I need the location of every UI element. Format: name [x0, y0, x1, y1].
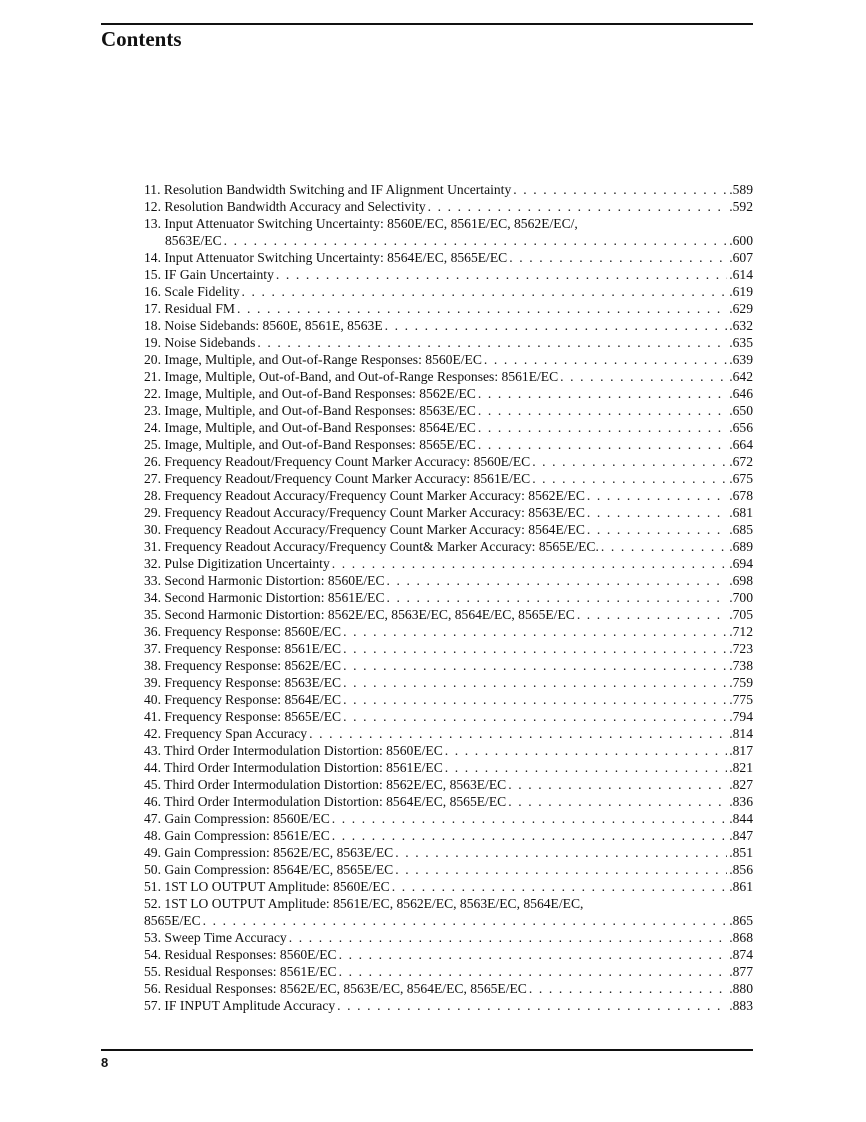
toc-entry-title: 38. Frequency Response: 8562E/EC — [144, 658, 342, 673]
toc-entry-title: 36. Frequency Response: 8560E/EC — [144, 624, 342, 639]
toc-entry-title: 44. Third Order Intermodulation Distortion: 8561E/EC — [144, 760, 443, 775]
toc-entry[interactable] — [144, 385, 753, 402]
toc-entry-title: 22. Image, Multiple, and Out-of-Band Responses: 8562E/EC — [144, 386, 476, 401]
toc-entry[interactable] — [144, 861, 753, 878]
toc-entry[interactable] — [144, 521, 753, 538]
toc-entry[interactable] — [144, 419, 753, 436]
toc-entry-title: 56. Residual Responses: 8562E/EC, 8563E/EC, 8564E/EC, 8565E/EC — [144, 981, 527, 996]
toc-entry[interactable] — [144, 436, 753, 453]
toc-entry-page: .836 — [729, 794, 753, 809]
toc-entry[interactable] — [144, 708, 753, 725]
dot-leader — [289, 929, 727, 946]
toc-entry-page: .635 — [729, 335, 753, 350]
dot-leader — [224, 232, 728, 249]
dot-leader — [242, 283, 728, 300]
toc-entry-title: 8563E/EC — [165, 233, 222, 248]
dot-leader — [203, 912, 728, 929]
toc-entry-title: 31. Frequency Readout Accuracy/Frequency Count& Marker Accuracy: 8565E/EC. — [144, 539, 599, 554]
dot-leader — [343, 691, 727, 708]
toc-entry-page: .847 — [729, 828, 753, 843]
toc-entry-title: 14. Input Attenuator Switching Uncertainty: 8564E/EC, 8565E/EC — [144, 250, 508, 265]
toc-entry-page: .656 — [729, 420, 753, 435]
dot-leader — [445, 759, 727, 776]
toc-entry-page: .681 — [729, 505, 753, 520]
toc-entry-title: 11. Resolution Bandwidth Switching and IF Alignment Uncertainty — [144, 182, 512, 197]
dot-leader — [529, 980, 727, 997]
toc-entry-page: .817 — [729, 743, 753, 758]
toc-entry-page: .694 — [729, 556, 753, 571]
toc-entry[interactable] — [144, 351, 753, 368]
toc-entry-title: 34. Second Harmonic Distortion: 8561E/EC — [144, 590, 385, 605]
toc-entry-title: 8565E/EC — [144, 913, 201, 928]
toc-entry-title: 46. Third Order Intermodulation Distortion: 8564E/EC, 8565E/EC — [144, 794, 507, 809]
toc-entry[interactable] — [144, 572, 753, 589]
toc-entry-page: .700 — [729, 590, 753, 605]
toc-entry[interactable] — [144, 725, 753, 742]
toc-entry[interactable] — [144, 776, 753, 793]
toc-entry-page: .844 — [729, 811, 753, 826]
toc-entry-title: 19. Noise Sidebands — [144, 335, 256, 350]
toc-entry-title: 45. Third Order Intermodulation Distortion: 8562E/EC, 8563E/EC — [144, 777, 507, 792]
toc-entry[interactable] — [144, 504, 753, 521]
page-number: 8 — [101, 1055, 109, 1070]
toc-entry[interactable] — [144, 555, 753, 572]
toc-entry-title: 28. Frequency Readout Accuracy/Frequency Count Marker Accuracy: 8562E/EC — [144, 488, 585, 503]
dot-leader — [478, 402, 727, 419]
dot-leader — [428, 198, 728, 215]
dot-leader — [587, 521, 727, 538]
toc-entry-title: 50. Gain Compression: 8564E/EC, 8565E/EC — [144, 862, 394, 877]
toc-entry-page: .600 — [729, 233, 753, 248]
toc-entry-page: .861 — [729, 879, 753, 894]
toc-entry-page: .851 — [729, 845, 753, 860]
toc-entry-page: .821 — [729, 760, 753, 775]
dot-leader — [387, 589, 728, 606]
toc-entry-page: .619 — [729, 284, 753, 299]
toc-entry-page: .712 — [729, 624, 753, 639]
toc-entry-title: 21. Image, Multiple, Out-of-Band, and Out-of-Range Responses: 8561E/EC — [144, 369, 559, 384]
toc-entry[interactable] — [144, 759, 753, 776]
dot-leader — [395, 861, 727, 878]
toc-entry-title: 39. Frequency Response: 8563E/EC — [144, 675, 342, 690]
toc-entry-page: .675 — [729, 471, 753, 486]
toc-entry[interactable] — [144, 810, 753, 827]
toc-entry-page: .650 — [729, 403, 753, 418]
toc-entry[interactable] — [144, 878, 753, 895]
dot-leader — [343, 623, 727, 640]
toc-entry-page: .738 — [729, 658, 753, 673]
toc-entry[interactable] — [144, 640, 753, 657]
toc-entry-page: .794 — [729, 709, 753, 724]
toc-entry-title: 37. Frequency Response: 8561E/EC — [144, 641, 342, 656]
dot-leader — [478, 419, 727, 436]
toc-entry[interactable] — [144, 895, 753, 929]
dot-leader — [339, 963, 728, 980]
toc-entry-page: .607 — [729, 250, 753, 265]
toc-entry[interactable] — [144, 929, 753, 946]
toc-entry-page: .856 — [729, 862, 753, 877]
toc-entry[interactable] — [144, 997, 753, 1014]
toc-entry[interactable] — [144, 215, 753, 249]
toc-entry-title: 53. Sweep Time Accuracy — [144, 930, 287, 945]
toc-entry[interactable] — [144, 980, 753, 997]
toc-entry-page: .632 — [729, 318, 753, 333]
toc-entry-title: 52. 1ST LO OUTPUT Amplitude: 8561E/EC, 8562E/EC, 8563E/EC, 8564E/EC, — [144, 896, 584, 911]
toc-entry-title: 23. Image, Multiple, and Out-of-Band Responses: 8563E/EC — [144, 403, 476, 418]
dot-leader — [532, 453, 727, 470]
toc-entry[interactable] — [144, 538, 753, 555]
toc-entry[interactable] — [144, 334, 753, 351]
dot-leader — [343, 640, 727, 657]
toc-entry-page: .827 — [729, 777, 753, 792]
dot-leader — [587, 487, 727, 504]
toc-entry[interactable] — [144, 589, 753, 606]
dot-leader — [237, 300, 727, 317]
toc-entry-page: .705 — [729, 607, 753, 622]
toc-entry-title: 20. Image, Multiple, and Out-of-Range Responses: 8560E/EC — [144, 352, 482, 367]
toc-entry-title: 51. 1ST LO OUTPUT Amplitude: 8560E/EC — [144, 879, 390, 894]
toc-entry[interactable] — [144, 300, 753, 317]
toc-entry-page: .865 — [729, 913, 753, 928]
dot-leader — [343, 657, 727, 674]
toc-entry-title: 26. Frequency Readout/Frequency Count Marker Accuracy: 8560E/EC — [144, 454, 531, 469]
dot-leader — [509, 249, 727, 266]
dot-leader — [337, 997, 727, 1014]
toc-entry[interactable] — [144, 453, 753, 470]
toc-entry[interactable] — [144, 368, 753, 385]
footer-rule — [101, 1049, 753, 1051]
toc-entry-title: 35. Second Harmonic Distortion: 8562E/EC, 8563E/EC, 8564E/EC, 8565E/EC — [144, 607, 575, 622]
toc-entry-page: .629 — [729, 301, 753, 316]
dot-leader — [577, 606, 727, 623]
toc-entry-title: 33. Second Harmonic Distortion: 8560E/EC — [144, 573, 385, 588]
dot-leader — [478, 436, 727, 453]
toc-entry-title: 30. Frequency Readout Accuracy/Frequency Count Marker Accuracy: 8564E/EC — [144, 522, 585, 537]
toc-entry[interactable] — [144, 181, 753, 198]
toc-entry-title: 27. Frequency Readout/Frequency Count Marker Accuracy: 8561E/EC — [144, 471, 531, 486]
toc-entry[interactable] — [144, 606, 753, 623]
dot-leader — [513, 181, 727, 198]
toc-entry-page: .685 — [729, 522, 753, 537]
toc-entry-title: 41. Frequency Response: 8565E/EC — [144, 709, 342, 724]
toc-entry-title: 12. Resolution Bandwidth Accuracy and Selectivity — [144, 199, 426, 214]
toc-entry-page: .642 — [729, 369, 753, 384]
toc-entry-title: 15. IF Gain Uncertainty — [144, 267, 274, 282]
toc-entry-page: .868 — [729, 930, 753, 945]
dot-leader — [332, 810, 727, 827]
toc-entry-page: .759 — [729, 675, 753, 690]
toc-entry-title: 47. Gain Compression: 8560E/EC — [144, 811, 330, 826]
table-of-contents — [144, 181, 753, 1014]
toc-entry-page: .775 — [729, 692, 753, 707]
dot-leader — [478, 385, 727, 402]
dot-leader — [343, 674, 727, 691]
dot-leader — [587, 504, 727, 521]
dot-leader — [445, 742, 727, 759]
toc-entry[interactable] — [144, 623, 753, 640]
toc-entry-title: 16. Scale Fidelity — [144, 284, 240, 299]
toc-entry[interactable] — [144, 946, 753, 963]
toc-entry-title: 32. Pulse Digitization Uncertainty — [144, 556, 330, 571]
toc-entry[interactable] — [144, 198, 753, 215]
dot-leader — [339, 946, 728, 963]
toc-entry[interactable] — [144, 283, 753, 300]
toc-entry-title: 13. Input Attenuator Switching Uncertainty: 8560E/EC, 8561E/EC, 8562E/EC/, — [144, 216, 578, 231]
toc-entry-page: .698 — [729, 573, 753, 588]
toc-entry-page: .814 — [729, 726, 753, 741]
toc-entry-page: .689 — [729, 539, 753, 554]
toc-entry-title: 43. Third Order Intermodulation Distortion: 8560E/EC — [144, 743, 443, 758]
dot-leader — [332, 827, 727, 844]
toc-entry-title: 25. Image, Multiple, and Out-of-Band Responses: 8565E/EC — [144, 437, 476, 452]
dot-leader — [484, 351, 727, 368]
toc-entry-page: .877 — [729, 964, 753, 979]
toc-entry-title: 18. Noise Sidebands: 8560E, 8561E, 8563E — [144, 318, 383, 333]
toc-entry-page: .614 — [729, 267, 753, 282]
dot-leader — [257, 334, 727, 351]
toc-entry-title: 40. Frequency Response: 8564E/EC — [144, 692, 342, 707]
toc-entry-page: .874 — [729, 947, 753, 962]
toc-entry[interactable] — [144, 470, 753, 487]
toc-entry[interactable] — [144, 487, 753, 504]
toc-entry-title: 48. Gain Compression: 8561E/EC — [144, 828, 330, 843]
dot-leader — [508, 793, 727, 810]
toc-entry[interactable] — [144, 793, 753, 810]
toc-entry[interactable] — [144, 249, 753, 266]
toc-entry[interactable] — [144, 317, 753, 334]
dot-leader — [385, 317, 728, 334]
toc-entry-title: 57. IF INPUT Amplitude Accuracy — [144, 998, 336, 1013]
toc-entry-page: .664 — [729, 437, 753, 452]
toc-entry-page: .723 — [729, 641, 753, 656]
dot-leader — [343, 708, 727, 725]
toc-entry[interactable] — [144, 827, 753, 844]
toc-entry-page: .883 — [729, 998, 753, 1013]
page-title: Contents — [101, 27, 182, 51]
toc-entry[interactable] — [144, 963, 753, 980]
toc-entry[interactable] — [144, 402, 753, 419]
toc-entry-title: 17. Residual FM — [144, 301, 236, 316]
dot-leader — [508, 776, 727, 793]
dot-leader — [332, 555, 727, 572]
header-rule — [101, 23, 753, 25]
toc-entry-page: .646 — [729, 386, 753, 401]
toc-entry[interactable] — [144, 674, 753, 691]
toc-entry-title: 42. Frequency Span Accuracy — [144, 726, 308, 741]
toc-entry-page: .592 — [729, 199, 753, 214]
dot-leader — [601, 538, 727, 555]
toc-entry-title: 55. Residual Responses: 8561E/EC — [144, 964, 337, 979]
toc-entry[interactable] — [144, 266, 753, 283]
toc-entry-page: .672 — [729, 454, 753, 469]
dot-leader — [560, 368, 727, 385]
toc-entry[interactable] — [144, 657, 753, 674]
toc-entry-page: .589 — [729, 182, 753, 197]
dot-leader — [392, 878, 728, 895]
toc-entry[interactable] — [144, 742, 753, 759]
toc-entry-title: 54. Residual Responses: 8560E/EC — [144, 947, 337, 962]
dot-leader — [532, 470, 727, 487]
toc-entry-title: 24. Image, Multiple, and Out-of-Band Responses: 8564E/EC — [144, 420, 476, 435]
dot-leader — [395, 844, 727, 861]
toc-entry-title: 49. Gain Compression: 8562E/EC, 8563E/EC — [144, 845, 394, 860]
toc-entry-page: .880 — [729, 981, 753, 996]
dot-leader — [309, 725, 727, 742]
dot-leader — [387, 572, 728, 589]
toc-entry-page: .678 — [729, 488, 753, 503]
toc-entry-title: 29. Frequency Readout Accuracy/Frequency Count Marker Accuracy: 8563E/EC — [144, 505, 585, 520]
dot-leader — [276, 266, 727, 283]
toc-entry[interactable] — [144, 844, 753, 861]
toc-entry[interactable] — [144, 691, 753, 708]
toc-entry-page: .639 — [729, 352, 753, 367]
